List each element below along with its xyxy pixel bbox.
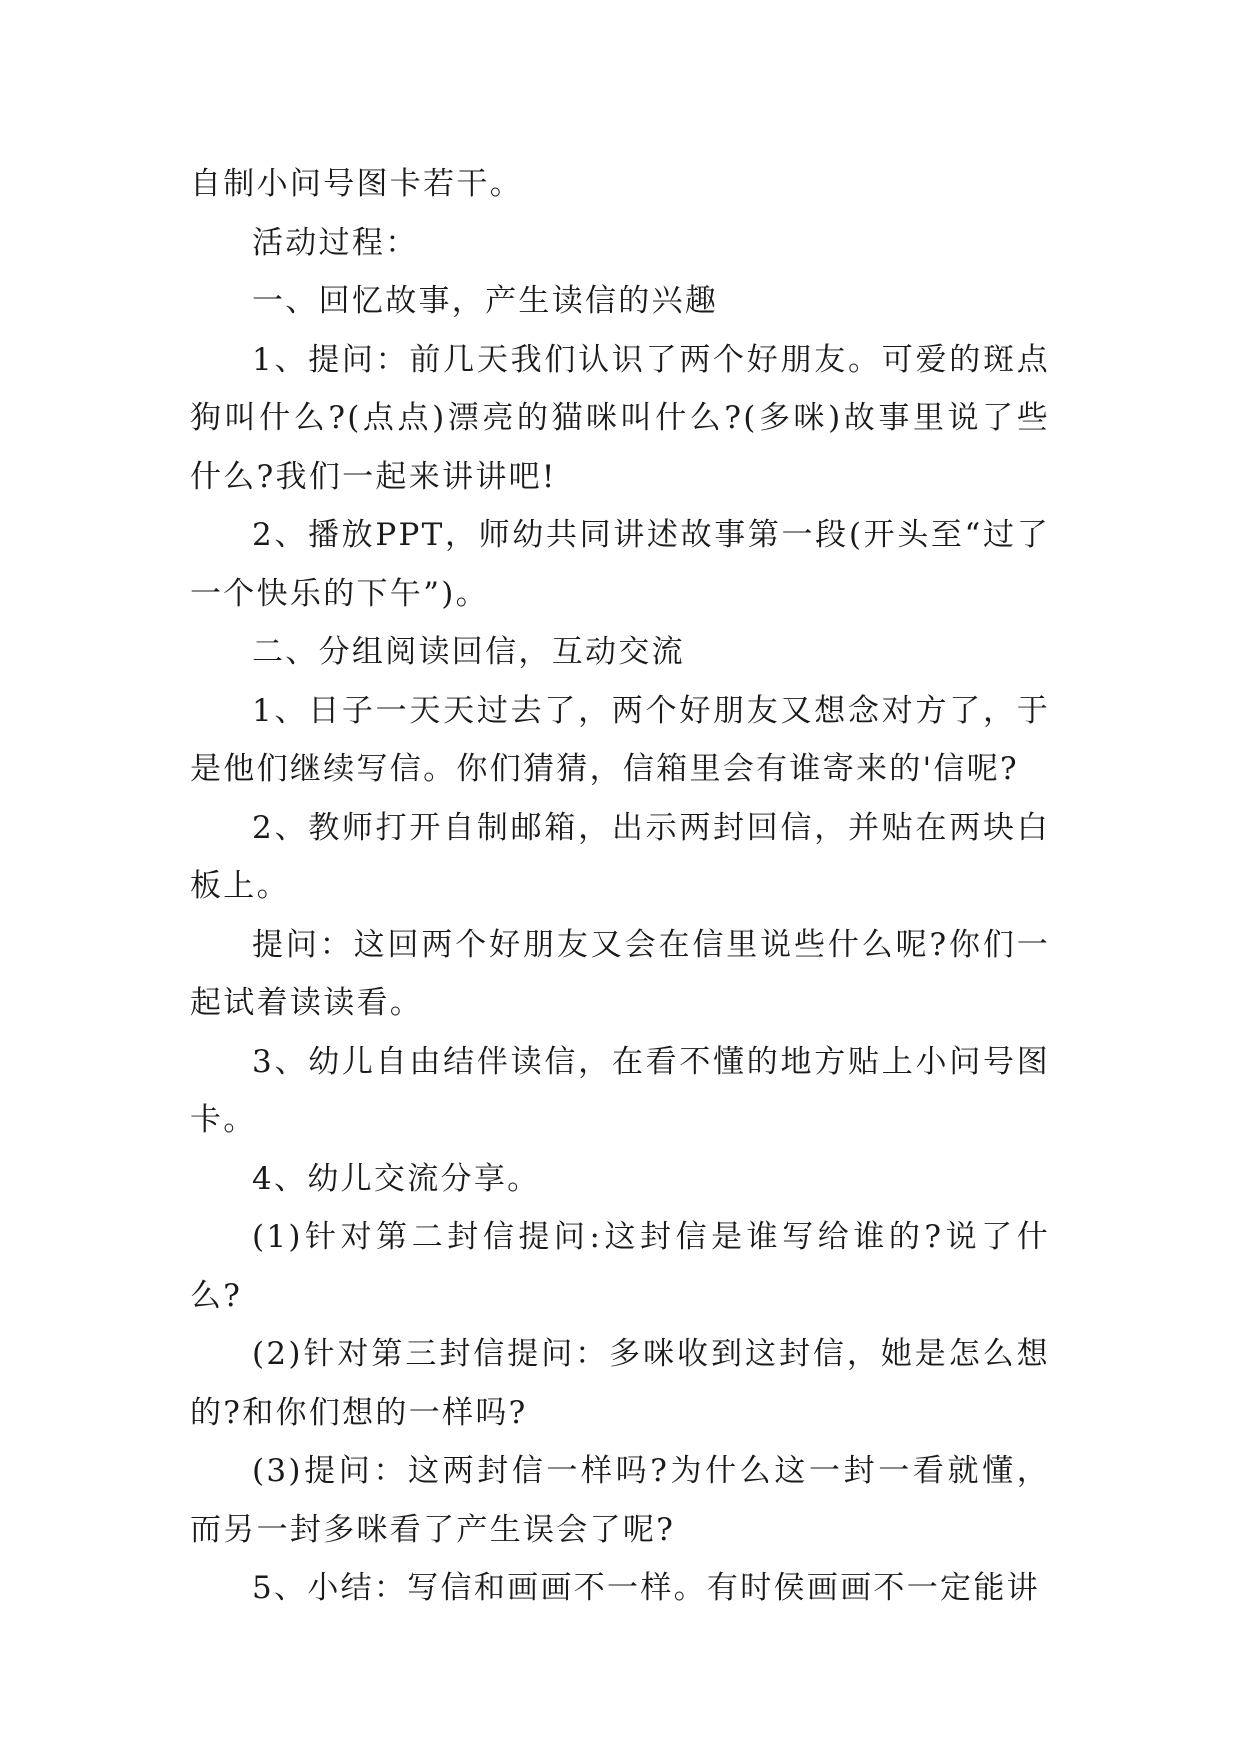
paragraph-materials: 自制小问号图卡若干。 xyxy=(190,166,523,202)
paragraph-sub-question-1: (1)针对第二封信提问:这封信是谁写给谁的?说了什么? xyxy=(190,1219,1050,1314)
paragraph-sub-question-2: (2)针对第三封信提问：多咪收到这封信，她是怎么想的?和你们想的一样吗? xyxy=(190,1336,1050,1431)
paragraph-part-two-step-2: 2、教师打开自制邮箱，出示两封回信，并贴在两块白板上。 xyxy=(190,809,1050,904)
paragraph-summary: 5、小结：写信和画画不一样。有时侯画画不一定能讲 xyxy=(252,1570,1040,1606)
paragraph-part-two-step-1: 1、日子一天天过去了，两个好朋友又想念对方了，于是他们继续写信。你们猜猜，信箱里会有谁寄来的'信呢? xyxy=(190,692,1050,787)
paragraph-sub-question-3: (3)提问：这两封信一样吗?为什么这一封一看就懂，而另一封多咪看了产生误会了呢? xyxy=(190,1453,1050,1548)
paragraph-part-two-step-4: 4、幼儿交流分享。 xyxy=(252,1160,541,1197)
section-heading-activity-process: 活动过程： xyxy=(252,224,419,261)
paragraph-step-1-question: 1、提问：前几天我们认识了两个好朋友。可爱的斑点狗叫什么?(点点)漂亮的猫咪叫什么?(多咪)故事里说了些什么?我们一起来讲讲吧! xyxy=(190,341,1050,495)
paragraph-step-2-ppt: 2、播放PPT，师幼共同讲述故事第一段(开头至“过了一个快乐的下午”)。 xyxy=(190,517,1050,612)
section-heading-part-two: 二、分组阅读回信，互动交流 xyxy=(252,634,685,670)
section-heading-part-one: 一、回忆故事，产生读信的兴趣 xyxy=(252,283,719,319)
paragraph-question-read: 提问：这回两个好朋友又会在信里说些什么呢?你们一起试着读读看。 xyxy=(190,926,1050,1021)
document-body xyxy=(190,155,1050,1618)
paragraph-part-two-step-3: 3、幼儿自由结伴读信，在看不懂的地方贴上小问号图卡。 xyxy=(190,1043,1050,1138)
